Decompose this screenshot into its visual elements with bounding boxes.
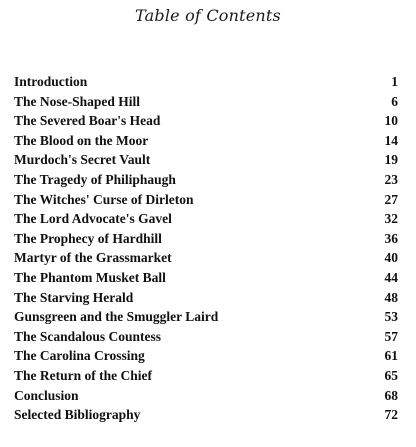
toc-entry-blood-on-the-moor[interactable] <box>14 131 398 151</box>
toc-entry-title: Selected Bibliography <box>14 407 141 423</box>
toc-entry-title: Martyr of the Grassmarket <box>14 250 172 266</box>
toc-entry-page: 68 <box>384 387 398 403</box>
toc-entry-title: The Carolina Crossing <box>14 348 145 364</box>
toc-entry-page: 48 <box>384 289 398 305</box>
toc-entry-title: The Starving Herald <box>14 289 134 305</box>
toc-entry-title: The Witches' Curse of Dirleton <box>14 191 194 207</box>
toc-entry-page: 53 <box>384 309 398 325</box>
toc-entry-witches-curse-of-dirleton[interactable] <box>14 190 398 210</box>
toc-entry-title: The Lord Advocate's Gavel <box>14 211 172 227</box>
toc-entry-page: 1 <box>391 74 398 89</box>
toc-entry-page: 27 <box>384 191 398 207</box>
toc-entry-page: 61 <box>384 348 398 364</box>
toc-entry-starving-herald[interactable] <box>14 288 398 308</box>
toc-entry-title: The Phantom Musket Ball <box>14 269 166 285</box>
toc-entry-title: Murdoch's Secret Vault <box>14 152 151 168</box>
toc-entry-title: Gunsgreen and the Smuggler Laird <box>14 309 219 325</box>
toc-entry-title: Introduction <box>14 74 88 89</box>
toc-entry-page: 10 <box>384 113 398 129</box>
toc-entry-title: The Return of the Chief <box>14 367 152 383</box>
toc-entry-title: The Severed Boar's Head <box>14 113 161 129</box>
toc-entry-scandalous-countess[interactable] <box>14 327 398 347</box>
toc-entry-prophecy-of-hardhill[interactable] <box>14 229 398 249</box>
toc-entry-nose-shaped-hill[interactable] <box>14 92 398 112</box>
toc-entry-return-of-the-chief[interactable] <box>14 366 398 386</box>
toc-entry-page: 32 <box>384 211 398 227</box>
toc-entry-page: 44 <box>384 269 398 285</box>
toc-entry-tragedy-of-philiphaugh[interactable] <box>14 170 398 190</box>
toc-entry-lord-advocates-gavel[interactable] <box>14 209 398 229</box>
toc-entry-murdochs-secret-vault[interactable] <box>14 150 398 170</box>
toc-entry-title: Conclusion <box>14 387 79 403</box>
toc-entry-page: 65 <box>384 367 398 383</box>
toc-entry-page: 36 <box>384 230 398 246</box>
toc-entry-carolina-crossing[interactable] <box>14 346 398 366</box>
toc-entry-page: 19 <box>384 152 398 168</box>
toc-entry-introduction[interactable] <box>14 72 398 92</box>
toc-list <box>14 72 398 425</box>
toc-entry-title: The Scandalous Countess <box>14 328 162 344</box>
toc-entry-page: 23 <box>384 171 398 187</box>
toc-entry-selected-bibliography[interactable] <box>14 405 398 425</box>
toc-entry-page: 40 <box>384 250 398 266</box>
toc-entry-title: The Tragedy of Philiphaugh <box>14 171 176 187</box>
toc-title: Table of Contents <box>135 6 281 25</box>
toc-entry-phantom-musket-ball[interactable] <box>14 268 398 288</box>
toc-entry-page: 57 <box>384 328 398 344</box>
toc-entry-conclusion[interactable] <box>14 386 398 406</box>
toc-entry-page: 6 <box>391 93 398 109</box>
toc-entry-gunsgreen-smuggler-laird[interactable] <box>14 307 398 327</box>
toc-entry-title: The Blood on the Moor <box>14 132 149 148</box>
toc-entry-martyr-of-the-grassmarket[interactable] <box>14 248 398 268</box>
toc-entry-title: The Prophecy of Hardhill <box>14 230 162 246</box>
toc-entry-page: 14 <box>384 132 398 148</box>
toc-entry-title: The Nose-Shaped Hill <box>14 93 141 109</box>
toc-entry-severed-boars-head[interactable] <box>14 111 398 131</box>
toc-entry-page: 72 <box>384 407 398 423</box>
